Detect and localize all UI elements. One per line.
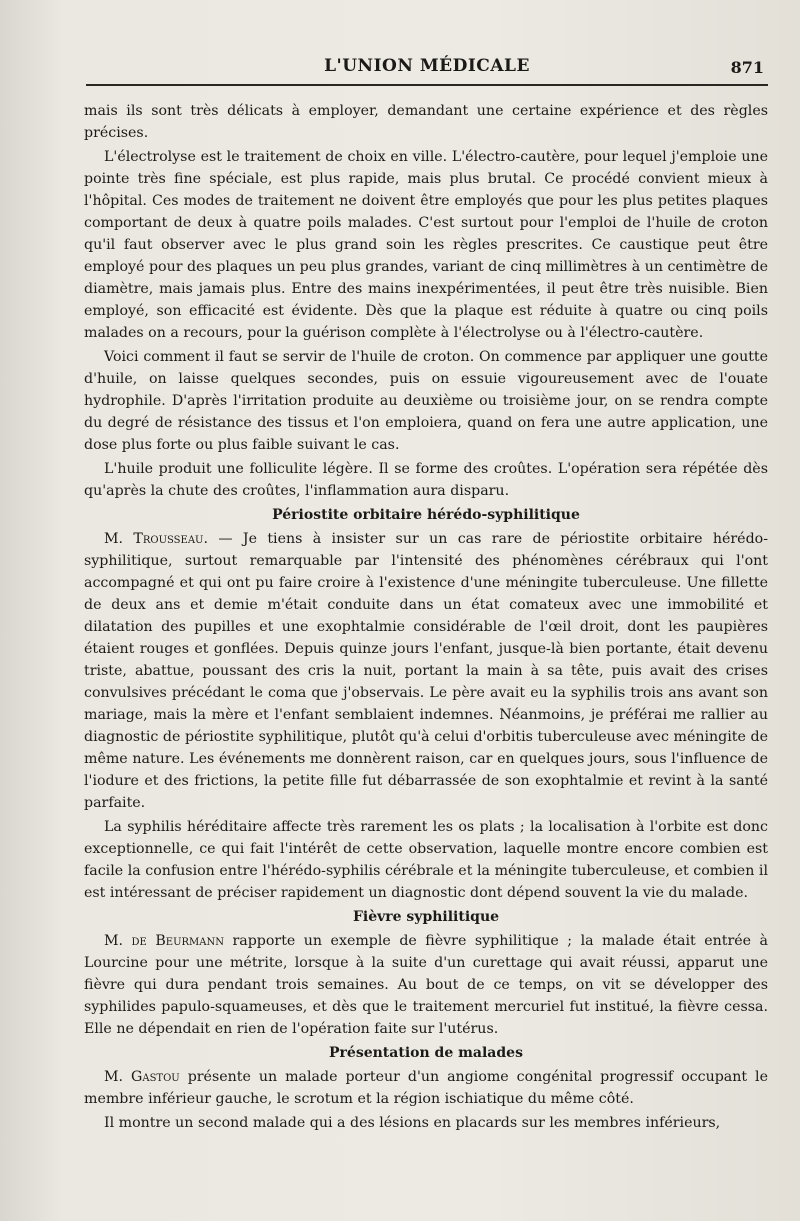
paragraph: Voici comment il faut se servir de l'huile de croton. On commence par appliquer une goutte d'huile, on laisse quelques secondes, puis on essuie vigoureusement avec de l'ouate hydrophile. D'après l'irritation produite au deuxième ou troisième jour, on se rendra compte du degré de résistance des tissus et l'on emploiera, quand on fera une autre application, une dose plus forte ou plus faible suivant le cas. [84,349,768,453]
running-header [86,50,768,86]
speaker-name: M. Trousseau. [104,531,208,547]
paragraph-text: — Je tiens à insister sur un cas rare de périostite orbitaire hérédo-syphilitique, surtout remarquable par l'intensité des phénomènes cérébraux qui l'ont accompagné et qui ont pu faire croire à l'existence d'une méningite tuberculeuse. Une fillette de deux ans et demie m'était conduite dans un état comateux avec une immobilité et dilatation des pupilles et une exophtalmie considérable de l'œil droit, dont les paupières étaient rouges et gonflées. Depuis quinze jours l'enfant, jusque-là bien portante, était devenu triste, abattue, poussant des cris la nuit, portant la main à sa tête, puis avait des crises convulsives précédant le coma que j'observais. Le père avait eu la syphilis trois ans avant son mariage, mais la mère et l'enfant semblaient indemnes. Néanmoins, je préférai me rallier au diagnostic de périostite syphilitique, plutôt qu'à celui d'orbitis tuberculeuse avec méningite de même nature. Les événements me donnèrent raison, car en quelques jours, sous l'influence de l'iodure et des frictions, la petite fille fut débarrassée de son exophtalmie et revint à la santé parfaite. [84,531,768,811]
paragraph: L'huile produit une folliculite légère. Il se forme des croûtes. L'opération sera répétée dès qu'après la chute des croûtes, l'inflammation aura disparu. [84,461,768,499]
article-body [84,100,768,1136]
section-heading: Présentation de malades [329,1045,523,1061]
paragraph-text: présente un malade porteur d'un angiome congénital progressif occupant le membre inférieur gauche, le scrotum et la région ischiatique du même côté. [84,1069,768,1107]
section-heading: Fièvre syphilitique [352,909,500,925]
paragraph [84,1066,768,1110]
paragraph-text: rapporte un exemple de fièvre syphilitique ; la malade était entrée à Lourcine pour une métrite, lorsque à la suite d'un curettage qui avait réussi, apparut une fièvre qui dura pendant trois semaines. Au bout de ce temps, on vit se développer des syphilides papulo-squameuses, et dès que le traitement mercuriel fut institué, la fièvre cessa. Elle ne dépendait en rien de l'opération faite sur l'utérus. [84,933,768,1037]
paragraph: Il montre un second malade qui a des lésions en placards sur les membres inférieurs, [104,1115,721,1131]
paragraph: L'électrolyse est le traitement de choix en ville. L'électro-cautère, pour lequel j'emploie une pointe très fine spéciale, est plus rapide, mais plus brutal. Ce procédé convient mieux à l'hôpital. Ces modes de traitement ne doivent être employés que pour les plus petites plaques comportant de deux à quatre poils malades. C'est surtout pour l'emploi de l'huile de croton qu'il faut observer avec le plus grand soin les règles prescrites. Ce caustique peut être employé pour des plaques un peu plus grandes, variant de cinq millimètres à un centimètre de diamètre, mais jamais plus. Entre des mains inexpérimentées, il peut être très nuisible. Bien employé, son efficacité est évidente. Dès que la plaque est réduite à quatre ou cinq poils malades on a recours, pour la guérison complète à l'électrolyse ou à l'électro-cautère. [84,149,768,341]
paragraph [84,930,768,1040]
journal-title: L'UNION MÉDICALE [324,56,530,76]
speaker-name: M. de Beurmann [104,933,224,949]
speaker-name: M. Gastou [104,1069,180,1085]
paragraph: mais ils sont très délicats à employer, demandant une certaine expérience et des règles précises. [84,103,768,141]
paragraph [84,528,768,814]
page-number: 871 [730,58,764,77]
paragraph: La syphilis héréditaire affecte très rarement les os plats ; la localisation à l'orbite est donc exceptionnelle, ce qui fait l'intérêt de cette observation, laquelle montre encore combien est facile la confusion entre l'hérédo-syphilis cérébrale et la méningite tuberculeuse, et combien il est intéressant de préciser rapidement un diagnostic dont dépend souvent la vie du malade. [84,819,768,901]
section-heading: Périostite orbitaire hérédo-syphilitique [272,507,580,523]
